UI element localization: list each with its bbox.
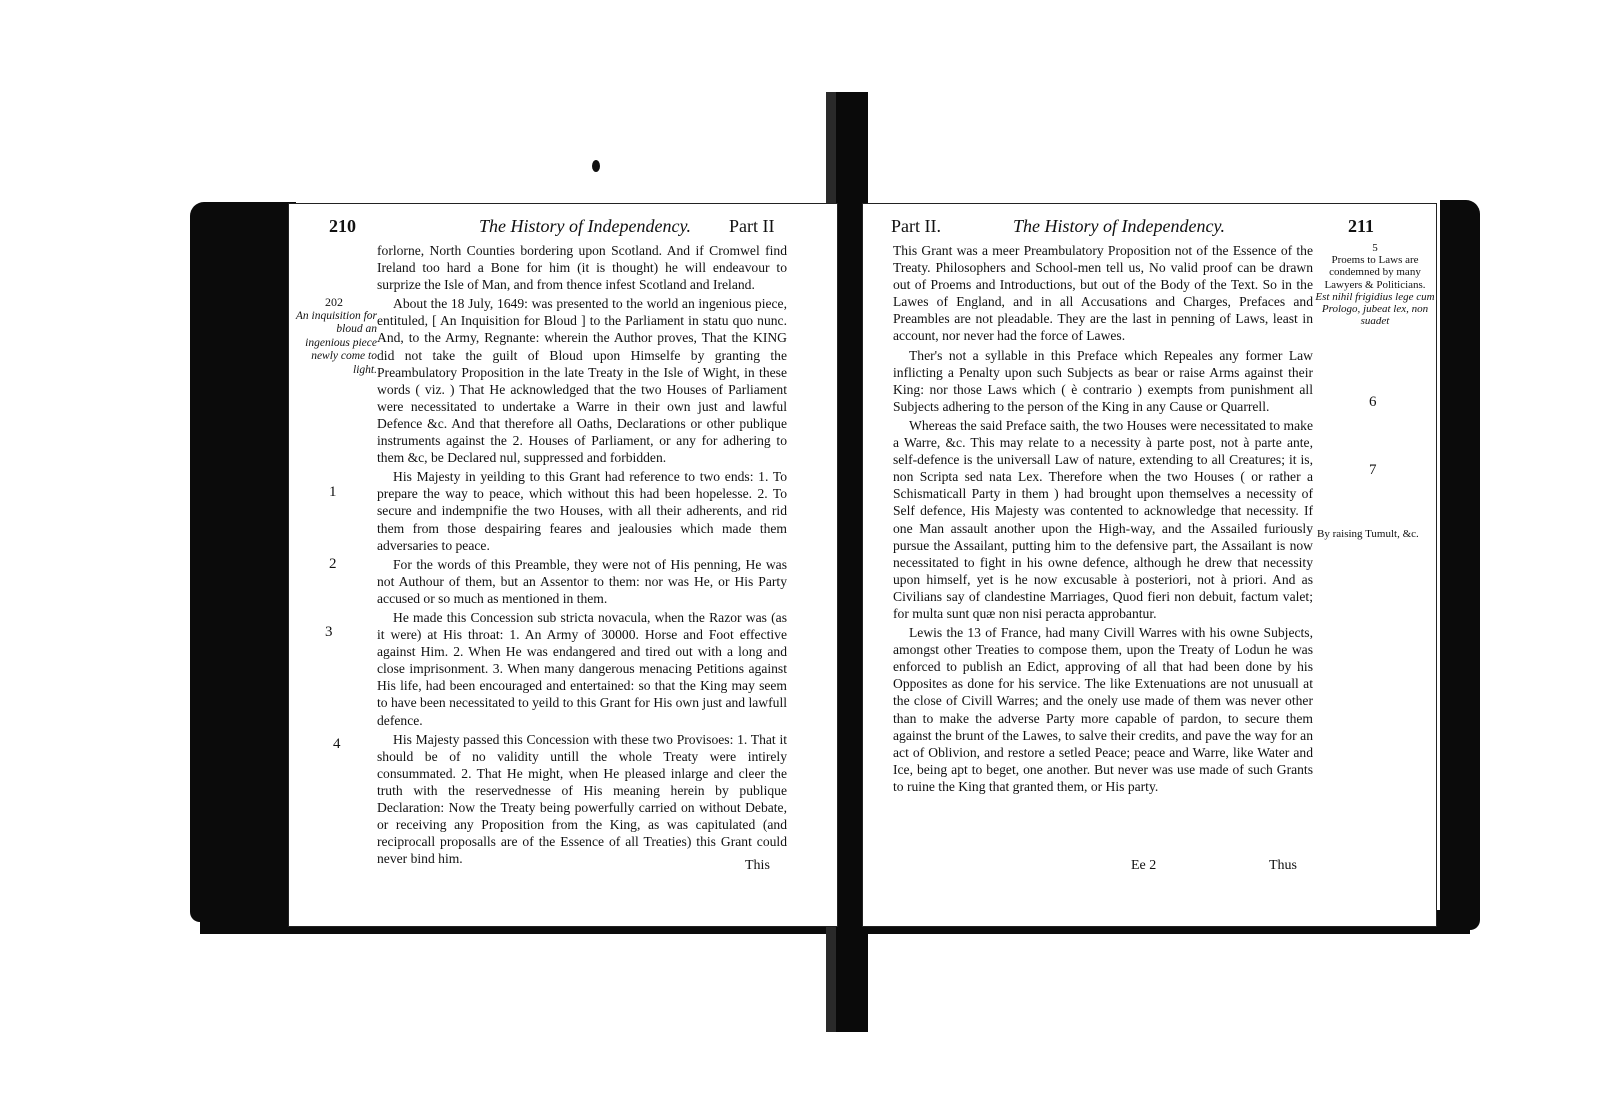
left-margin-number-1: 1 [329, 484, 337, 500]
right-paragraph: Lewis the 13 of France, had many Civill Warres with his owne Subjects, amongst other Treaties to compose them, upon the Treaty of Lodun he was enforced to publish an Edict, approving of all that had been done by his Opposites as done for his service. The like Extenuations are not unusuall at the close of Civill Warres; and the onely use made of them was never other than to make the adverse Party more capable of pardon, to secure them against the brunt of the Lawes, to salve their credits, and pave the way for an act of Oblivion, and restore a setled Peace; peace and Warre, like Water and Ice, being apt to beget, one another. But never was use made of such Grants to ruine the King that granted them, or His party. [893, 625, 1313, 794]
left-margin-note-text: An inquisition for bloud an ingenious piece newly come to light. [295, 309, 377, 376]
ink-speck [592, 160, 600, 172]
left-page-body [377, 242, 787, 867]
right-margin-note-text: Proems to Laws are condemned by many Lawyers & Politicians. [1324, 254, 1426, 291]
right-paragraph: Ther's not a syllable in this Preface which Repeales any former Law inflicting a Penalty upon such Subjects as bear or raise Arms against their King: nor those Laws which ( è contrario ) exempts from punishment all Subjects adhering to the person of the King in any Cause or Quarrell. [893, 347, 1313, 414]
left-margin-number-4: 4 [333, 736, 341, 752]
left-part-label: Part II [729, 216, 775, 236]
book-cover-left [190, 202, 296, 922]
right-margin-note-2: By raising Tumult, &c. [1317, 528, 1419, 540]
book-cover-right [1440, 200, 1480, 930]
right-margin-note [1315, 242, 1435, 327]
left-paragraph: About the 18 July, 1649: was presented to the world an ingenious piece, entituled, [ An Inquisition for Bloud ] to the Parliament in statu quo nunc. And, to the Army, Regnante: wherein the Author proves, That the KING did not take the guilt of Bloud upon Himselfe by granting the Preambulatory Proposition in the late Treaty in the Isle of Wight, in these words ( viz. ) That He acknowledged that the two Houses of Parliament were necessitated to undertake a Warre in their own just and lawful Defence &c. And that therefore all Oaths, Declarations or other publique instruments against the 2. Houses of Parliament, or any for adhering to them &c, be Declared nul, suppressed and forbidden. [377, 296, 787, 466]
right-margin-note-number: 5 [1372, 242, 1378, 254]
right-margin-number-7: 7 [1369, 462, 1377, 478]
left-paragraph: He made this Concession sub stricta novacula, when the Razor was (as it were) at His throat: 1. An Army of 30000. Horse and Foot effective against Him. 2. When He was endangered and tired out with a long and close imprisonment. 3. When many dangerous menacing Petitions against His life, had been encouraged and entertained: so that the King may seem to have been necessitated to yeild to this Grant for His own just and lawfull defence. [377, 609, 787, 728]
right-paragraph: This Grant was a meer Preambulatory Proposition not of the Essence of the Treaty. Philosophers and School-men tell us, No valid proof can be drawn out of Proems and Introductions, but out of the Body of the Text. So in the Lawes of England, and in all Accusations and Charges, Prefaces and Preambles are not pleadable. They are the last in penning of Laws, least in account, nor never had the force of Lawes. [893, 243, 1313, 344]
left-folio: 210 [329, 216, 356, 236]
right-running-title: The History of Independency. [1013, 216, 1225, 236]
left-margin-number-3: 3 [325, 624, 333, 640]
right-part-label: Part II. [891, 216, 941, 236]
right-paragraph: Whereas the said Preface saith, the two Houses were necessitated to make a Warre, &c. This may relate to a necessity à parte post, not à parte ante, self-defence is the universall Law of nature, extending to all Creatures; it is, non Scripta sed nata Lex. Therefore when the two Houses ( or rather a Schismaticall Party in them ) had brought upon themselves a necessity of Self defence, His Majesty was contented to acknowledge that necessity. If one Man assault another upon the High-way, and the Assailed furiously pursue the Assailant, putting him to the defensive part, the Assailant is now necessitated to fight in his owne defence, although he drew that necessity upon himself, yet is he now excusable à posteriori, not à priori. And as Civilians say of clandestine Marriages, Quod fieri non debuit, factum valet; for multa sunt quæ non nisi peracta approbantur. [893, 417, 1313, 621]
right-margin-number-6: 6 [1369, 394, 1377, 410]
left-paragraph: forlorne, North Counties bordering upon Scotland. And if Cromwel find Ireland too hard a Bone for him (it is thought) he will endeavour to surprize the Isle of Man, and from thence infest Scotland and Ireland. [377, 243, 787, 293]
right-page-header [863, 216, 1436, 242]
right-margin-latin: Est nihil frigidius lege cum Prologo, jubeat lex, non suadet [1315, 290, 1435, 328]
left-running-title: The History of Independency. [479, 216, 691, 236]
right-signature-mark: Ee 2 [1131, 858, 1157, 873]
left-paragraph: His Majesty passed this Concession with these two Provisoes: 1. That it should be of no validity untill the whole Treaty were intirely consummated. 2. That He might, when He pleased inlarge and cleer the truth with the reservednesse of His meaning herein by publique Declaration: Now the Treaty being powerfully carried on without Debate, or receiving any Proposition from the King, as was capitulated (and reciprocall proposalls are of the Essence of all Treaties) this Grant could never bind him. [377, 731, 787, 867]
left-margin-number-2: 2 [329, 556, 337, 572]
left-page [288, 203, 838, 927]
right-page-body [893, 242, 1313, 795]
left-paragraph: For the words of this Preamble, they were not of His penning, He was not Authour of them, but an Assentor to them: nor was He, or His Party accused or so much as mentioned in them. [377, 556, 787, 606]
right-folio: 211 [1348, 216, 1375, 236]
right-page [862, 203, 1437, 927]
left-paragraph: His Majesty in yeilding to this Grant had reference to two ends: 1. To prepare the way to peace, which without this had been hopelesse. 2. To secure and indempnifie the two Houses, with all their adherents, and rid them from those despairing feares and jealousies which made them adversaries to peace. [377, 469, 787, 553]
left-margin-note [291, 296, 377, 377]
left-catchword: This [745, 858, 770, 873]
left-margin-note-number: 202 [325, 295, 343, 309]
left-page-header [289, 216, 837, 242]
right-catchword: Thus [1269, 858, 1297, 873]
